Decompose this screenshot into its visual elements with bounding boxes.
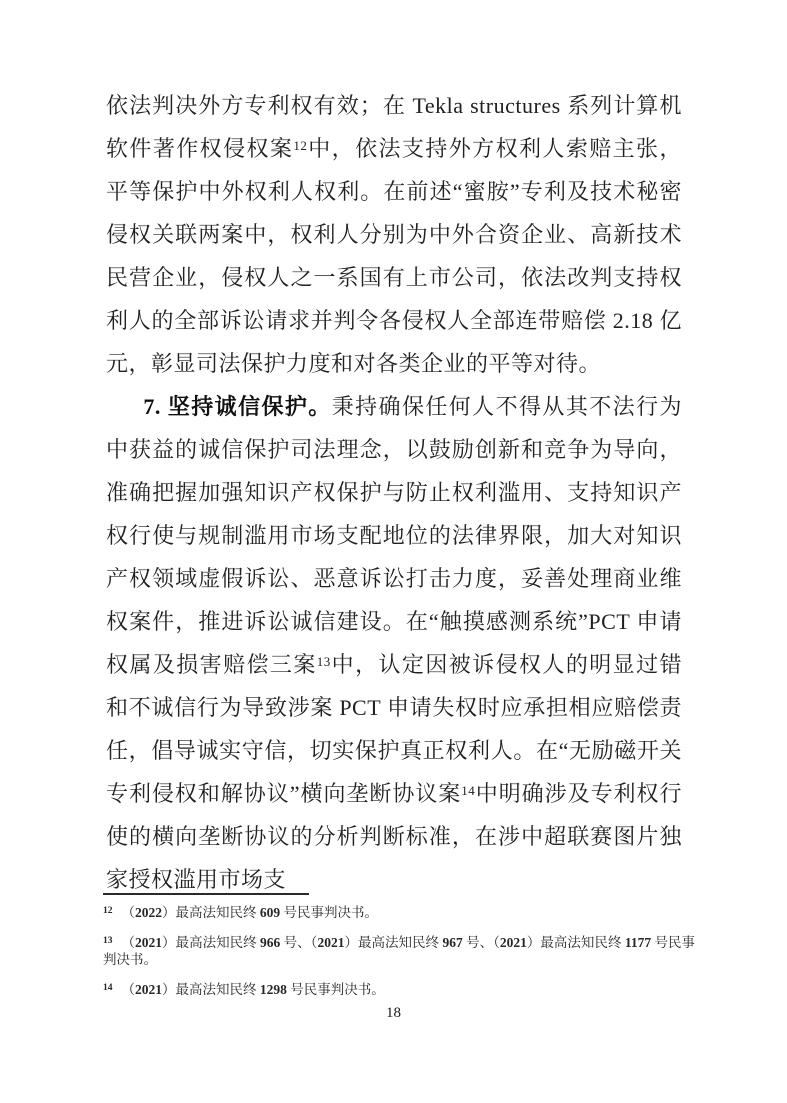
footnote [103,934,695,968]
body-paragraph [106,84,682,385]
text-segment: 中明确涉及专利权行使的横向垄断协议的分析判断标准，在涉中超联赛图片独家授权滥用市场支 [106,781,682,892]
footnote-text: （2021）最高法知民终 1298 号民事判决书。 [121,982,385,997]
text-segment: 7. 坚持诚信保护。 [143,394,332,419]
page-number: 18 [386,1005,401,1021]
text-segment: 秉持确保任何人不得从其不法行为中获益的诚信保护司法理念，以鼓励创新和竞争为导向，准确把握加强知识产权保护与防止权利滥用、支持知识产权行使与规制滥用市场支配地位的法律界限，加大对知识产权领域虚假诉讼、恶意诉讼打击力度，妥善处理商业维权案件，推进诉讼诚信建设。在“触摸感测系统”PCT 申请权属及损害赔偿三案 [106,394,682,677]
footnote-reference: 14 [461,783,476,799]
footnote-text: （2021）最高法知民终 966 号、（2021）最高法知民终 967 号、（2021）最高法知民终 1177 号民事判决书。 [103,935,696,967]
text-segment: 依法判决外方专利权有效；在 Tekla structures 系列计算机软件著作权侵权案 [106,93,682,161]
footnote-text: （2022）最高法知民终 609 号民事判决书。 [121,905,378,920]
footnote-marker: 12 [103,905,113,916]
body-paragraph [106,385,682,901]
footnote-list [103,904,695,998]
footnote [103,904,695,921]
text-segment: 中，依法支持外方权利人索赔主张，平等保护中外权利人权利。在前述“蜜胺”专利及技术秘密侵权关联两案中，权利人分别为中外合资企业、高新技术民营企业，侵权人之一系国有上市公司，依法改判支持权利人的全部诉讼请求并判令各侵权人全部连带赔偿 2.18 亿元，彰显司法保护力度和对各类企业的平等对待。 [106,136,682,376]
footnote-reference: 12 [293,138,308,154]
text-segment: 中，认定因被诉侵权人的明显过错和不诚信行为导致涉案 PCT 申请失权时应承担相应赔偿责任，倡导诚实守信，切实保护真正权利人。在“无励磁开关专利侵权和解协议”横向垄断协议案 [106,652,682,806]
body-text [106,84,682,901]
footnote-reference: 13 [316,654,331,670]
footnote-marker: 13 [103,935,113,946]
footnote-separator [103,893,309,895]
footnote [103,981,695,998]
footnote-section [103,893,695,1011]
footnote-marker: 14 [103,982,113,993]
